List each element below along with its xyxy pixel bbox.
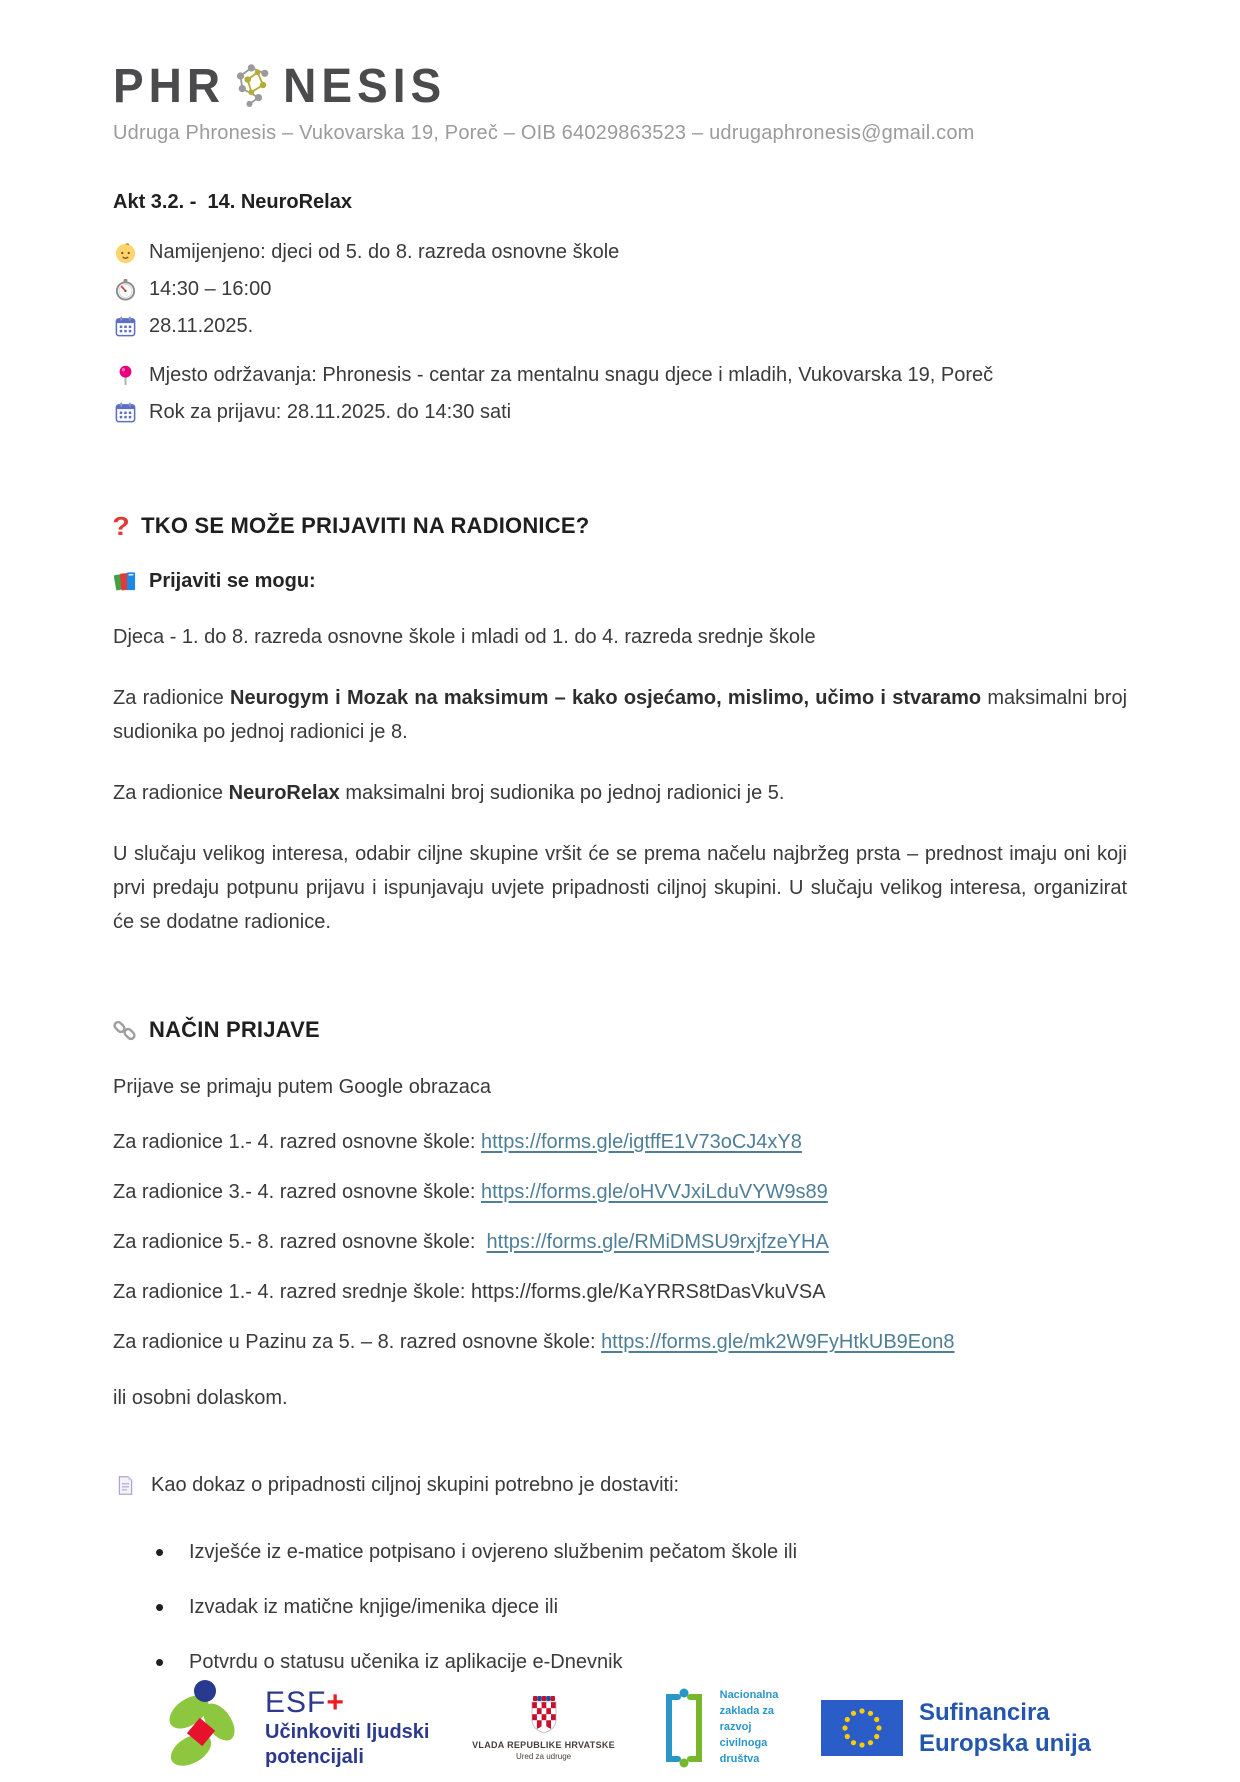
esf-logo-text: [265, 1686, 429, 1770]
croatian-coat-of-arms-icon: [527, 1695, 561, 1735]
foundation-line: civilnoga: [719, 1736, 768, 1749]
calendar-icon: [113, 400, 137, 424]
workshop-details: [113, 240, 1127, 437]
national-foundation-logo: [658, 1685, 779, 1771]
esf-logo: [161, 1674, 429, 1782]
list-item: • Potvrdu o statusu učenika iz aplikacije e-Dnevnik: [155, 1651, 1127, 1674]
proof-heading: [113, 1473, 1127, 1497]
esf-tagline-line1: Učinkoviti ljudski: [265, 1721, 430, 1743]
brackets-icon: [658, 1685, 710, 1771]
esf-tagline-line2: potencijali: [265, 1746, 364, 1768]
detail-date-text: 28.11.2025.: [149, 314, 254, 337]
brain-network-icon: [227, 58, 281, 112]
question-mark-icon: ?: [112, 511, 130, 541]
form-label: Za radionice u Pazinu za 5. – 8. razred osnovne škole:: [113, 1331, 602, 1353]
detail-deadline: [113, 400, 1127, 424]
stopwatch-icon: [113, 277, 137, 301]
capacity-paragraph-2: Za radionice NeuroRelax maksimalni broj sudionika po jednoj radionici je 5.: [113, 782, 785, 804]
form-label: Za radionice 1.- 4. razred osnovne škole:: [113, 1131, 481, 1153]
form-label: Za radionice 1.- 4. razred srednje škole:: [113, 1281, 471, 1303]
detail-audience: [113, 240, 1127, 264]
org-address-line: Udruga Phronesis – Vukovarska 19, Poreč – OIB 64029863523 – udrugaphronesis@gmail.com: [113, 122, 975, 144]
government-office: Ured za udruge: [515, 1752, 572, 1761]
detail-time-text: 14:30 – 16:00: [149, 277, 272, 300]
detail-location: [113, 363, 1127, 387]
form-line-2: [113, 1181, 1127, 1204]
esf-plus-sign: +: [326, 1686, 345, 1719]
eu-flag-icon: [821, 1700, 903, 1756]
logo-text-left: PHR: [113, 57, 226, 113]
baby-icon: [113, 240, 137, 264]
proof-heading-text: Kao dokaz o pripadnosti ciljnoj skupini potrebno je dostaviti:: [151, 1473, 680, 1496]
form-line-3: [113, 1231, 1127, 1254]
form-line-4: [113, 1281, 1127, 1304]
eligible-paragraph: Djeca - 1. do 8. razreda osnovne škole i mladi od 1. do 4. razreda srednje škole: [113, 626, 816, 648]
detail-audience-text: Namijenjeno: djeci od 5. do 8. razreda osnovne škole: [149, 240, 620, 263]
eu-text-line1: Sufinancira: [918, 1698, 1050, 1726]
detail-deadline-text: Rok za prijavu: 28.11.2025. do 14:30 sati: [149, 400, 512, 423]
form-url-ss-1-4: https://forms.gle/KaYRRS8tDasVkuVSA: [470, 1281, 826, 1303]
foundation-line: razvoj: [719, 1721, 752, 1734]
form-line-1: [113, 1131, 1127, 1154]
proof-list: [113, 1509, 1127, 1674]
esf-pinwheel-icon: [161, 1674, 253, 1782]
foundation-line: zaklada za: [719, 1705, 775, 1718]
workshop-names-bold: Neurogym i Mozak na maksimum – kako osjećamo, mislimo, učimo i stvaramo: [230, 687, 982, 709]
eu-cofunding-logo: [821, 1697, 1091, 1759]
form-label: Za radionice 3.- 4. razred osnovne škole:: [113, 1181, 481, 1203]
form-link-os-3-4[interactable]: https://forms.gle/oHVVJxiLduVYW9s89: [480, 1181, 828, 1203]
who-heading-text: TKO SE MOŽE PRIJAVITI NA RADIONICE?: [141, 513, 590, 538]
phronesis-logo: [113, 58, 1127, 112]
calendar-icon: [113, 314, 137, 338]
apply-heading-text: NAČIN PRIJAVE: [149, 1017, 320, 1042]
foundation-name-text: [720, 1688, 779, 1768]
selection-paragraph: U slučaju velikog interesa, odabir ciljne skupine vršit će se prema načelu najbržeg prsta – prednost imaju oni koji prvi predaju potpunu prijavu i ispunjavaju uvjete pripadnosti ciljnoj skupini. U slučaju velikog interesa, organizirat će se dodatne radionice.: [113, 843, 1127, 933]
eu-cofunding-text: [919, 1697, 1091, 1759]
apply-outro: ili osobni dolaskom.: [113, 1387, 288, 1409]
form-link-pazin-5-8[interactable]: https://forms.gle/mk2W9FyHtkUB9Eon8: [601, 1331, 955, 1353]
form-label: Za radionice 5.- 8. razred osnovne škole:: [113, 1231, 487, 1253]
form-line-5: [113, 1331, 1127, 1354]
foundation-line: društva: [719, 1752, 760, 1765]
pin-icon: [113, 363, 137, 387]
funding-logos-footer: [113, 1674, 1127, 1782]
form-link-os-1-4[interactable]: https://forms.gle/igtffE1V73oCJ4xY8: [480, 1131, 802, 1153]
croatian-government-logo: [472, 1695, 615, 1761]
who-subheading: [113, 569, 1127, 593]
eu-text-line2: Europska unija: [918, 1730, 1091, 1757]
list-item: • Izvadak iz matične knjige/imenika djece ili: [155, 1596, 1127, 1619]
neurorelax-bold: NeuroRelax: [228, 782, 340, 804]
link-icon: [113, 1018, 137, 1042]
foundation-line: Nacionalna: [719, 1689, 779, 1702]
esf-acronym: ESF: [265, 1686, 327, 1719]
government-name: VLADA REPUBLIKE HRVATSKE: [472, 1740, 615, 1750]
list-item: • Izvješće iz e-matice potpisano i ovjereno službenim pečatom škole ili: [155, 1541, 1127, 1564]
who-section-heading: [113, 513, 1127, 539]
page-icon: [113, 1473, 137, 1497]
logo-text-right: NESIS: [283, 57, 447, 113]
who-subheading-text: Prijaviti se mogu:: [149, 569, 316, 592]
detail-date: [113, 314, 1127, 338]
apply-section-heading: [113, 1017, 1127, 1043]
capacity-paragraph-1: Za radionice Neurogym i Mozak na maksimum – kako osjećamo, mislimo, učimo i stvaramo maksimalni broj sudionika po jednoj radionici je 8.: [113, 687, 1128, 743]
detail-time: [113, 277, 1127, 301]
detail-location-text: Mjesto održavanja: Phronesis - centar za mentalnu snagu djece i mladih, Vukovarska 19, Poreč: [149, 363, 994, 386]
apply-intro: Prijave se primaju putem Google obrazaca: [113, 1076, 491, 1098]
form-link-os-5-8[interactable]: https://forms.gle/RMiDMSU9rxjfzeYHA: [486, 1231, 829, 1253]
books-icon: [113, 569, 137, 593]
page-title: Akt 3.2. - 14. NeuroRelax: [113, 191, 352, 213]
